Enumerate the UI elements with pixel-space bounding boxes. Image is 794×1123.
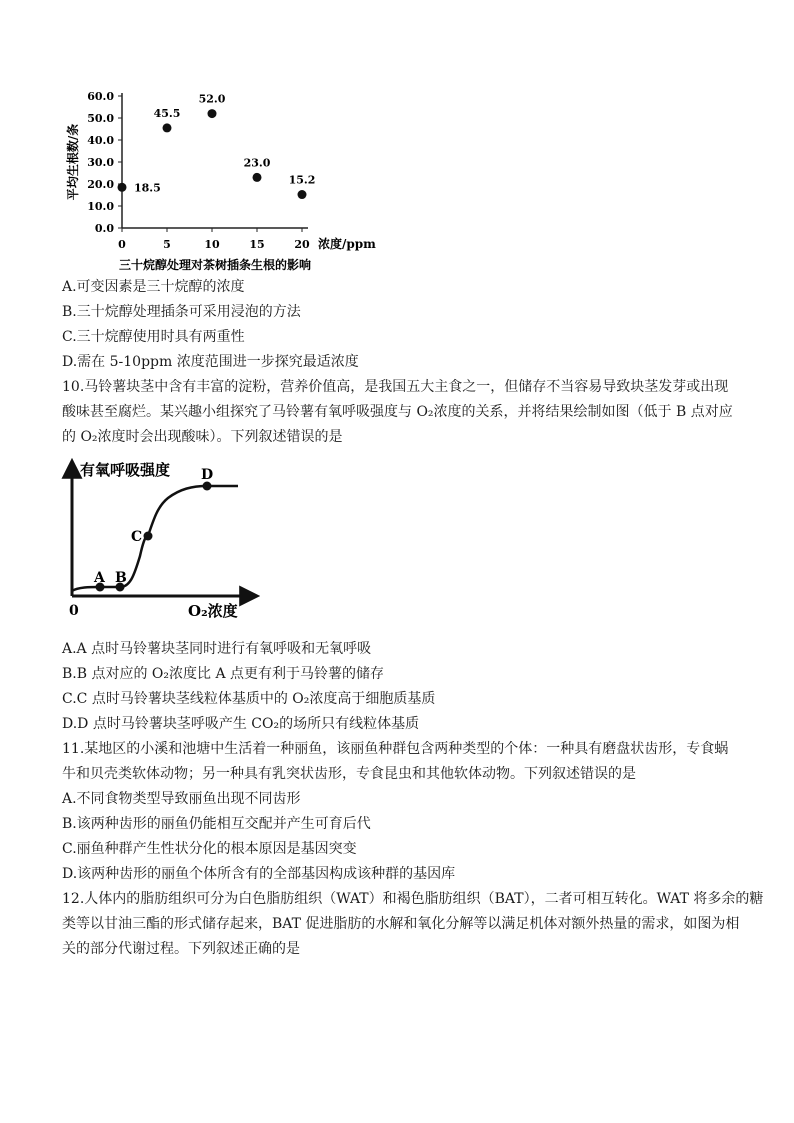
q10-option-c: C.C 点时马铃薯块茎线粒体基质中的 O₂浓度高于细胞质基质 — [62, 691, 436, 707]
y-tick-label: 50.0 — [87, 112, 114, 125]
data-point — [253, 173, 262, 182]
x-tick-label: 20 — [294, 238, 310, 251]
q9-option-b: B.三十烷醇处理插条可采用浸泡的方法 — [62, 304, 301, 320]
y-tick-label: 40.0 — [87, 134, 114, 147]
q9-option-c: C.三十烷醇使用时具有两重性 — [62, 329, 245, 345]
q10-stem-line-2: 酸味甚至腐烂。某兴趣小组探究了马铃薯有氧呼吸强度与 O₂浓度的关系，并将结果绘制如图（低于 B 点对应 — [62, 404, 733, 420]
x-tick-label: 10 — [204, 238, 220, 251]
respiration-curve-chart — [60, 456, 270, 628]
q11-stem-line-2: 牛和贝壳类软体动物；另一种具有乳突状齿形，专食昆虫和其他软体动物。下列叙述错误的是 — [62, 766, 636, 782]
data-label: 23.0 — [243, 156, 271, 170]
point-b-label: B — [115, 570, 127, 586]
y-tick-label: 30.0 — [87, 156, 114, 169]
q12-stem-line-3: 关的部分代谢过程。下列叙述正确的是 — [62, 941, 300, 957]
data-label: 15.2 — [288, 173, 316, 187]
y-tick-label: 20.0 — [87, 178, 114, 191]
q10-option-d: D.D 点时马铃薯块茎呼吸产生 CO₂的场所只有线粒体基质 — [62, 716, 420, 732]
data-point — [208, 109, 217, 118]
x-axis-label: 浓度/ppm — [318, 237, 376, 251]
x-tick-label: 5 — [163, 238, 171, 251]
q12-stem-line-1: 12.人体内的脂肪组织可分为白色脂肪组织（WAT）和褐色脂肪组织（BAT），二者可相互转化。WAT 将多余的糖 — [62, 891, 764, 907]
q9-option-a: A.可变因素是三十烷醇的浓度 — [62, 279, 245, 295]
rooting-scatter-chart — [60, 84, 376, 274]
data-point — [163, 123, 172, 132]
point-a-label: A — [94, 570, 105, 586]
q12-stem-line-2: 类等以甘油三酯的形式储存起来，BAT 促进脂肪的水解和氧化分解等以满足机体对额外热量的需求，如图为相 — [62, 916, 740, 932]
origin-label: 0 — [69, 603, 79, 619]
x-axis-label: O₂浓度 — [188, 602, 238, 620]
data-point — [298, 190, 307, 199]
q10-stem-line-3: 的 O₂浓度时会出现酸味）。下列叙述错误的是 — [62, 429, 343, 445]
chart-title: 三十烷醇处理对茶树插条生根的影响 — [118, 258, 312, 272]
q10-stem-line-1: 10.马铃薯块茎中含有丰富的淀粉，营养价值高，是我国五大主食之一，但储存不当容易导致块茎发芽或出现 — [62, 379, 729, 395]
point-c-label: C — [131, 529, 143, 545]
y-axis-label: 平均生根数/条 — [66, 123, 80, 201]
y-axis-label: 有氧呼吸强度 — [80, 461, 171, 479]
q11-option-b: B.该两种齿形的丽鱼仍能相互交配并产生可育后代 — [62, 816, 371, 832]
q10-option-a: A.A 点时马铃薯块茎同时进行有氧呼吸和无氧呼吸 — [62, 641, 372, 657]
q10-option-b: B.B 点对应的 O₂浓度比 A 点更有利于马铃薯的储存 — [62, 666, 385, 682]
point-c-marker — [144, 532, 153, 541]
q9-option-d: D.需在 5-10ppm 浓度范围进一步探究最适浓度 — [62, 354, 359, 370]
q11-option-c: C.丽鱼种群产生性状分化的根本原因是基因突变 — [62, 841, 357, 857]
x-tick-label: 0 — [118, 238, 126, 251]
point-d-label: D — [201, 467, 214, 483]
q11-stem-line-1: 11.某地区的小溪和池塘中生活着一种丽鱼，该丽鱼种群包含两种类型的个体：一种具有磨盘状齿形，专食蜗 — [62, 741, 729, 757]
data-label: 18.5 — [134, 181, 161, 195]
y-tick-label: 60.0 — [87, 90, 114, 103]
x-tick-label: 15 — [249, 238, 265, 251]
y-tick-label: 10.0 — [87, 200, 114, 213]
data-label: 45.5 — [153, 106, 181, 120]
q11-option-a: A.不同食物类型导致丽鱼出现不同齿形 — [62, 791, 301, 807]
q11-option-d: D.该两种齿形的丽鱼个体所含有的全部基因构成该种群的基因库 — [62, 866, 456, 882]
data-label: 52.0 — [198, 92, 226, 106]
y-tick-label: 0.0 — [94, 222, 114, 235]
data-point — [118, 183, 127, 192]
